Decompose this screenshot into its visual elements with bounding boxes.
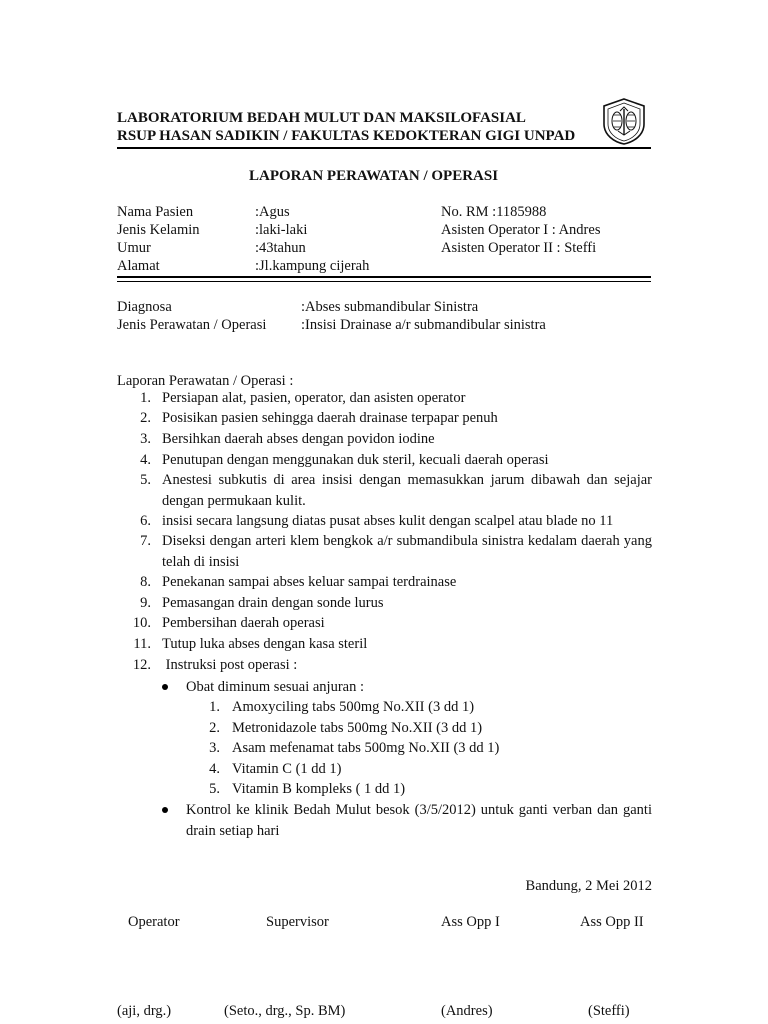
report-heading: Laporan Perawatan / Operasi : <box>117 373 294 389</box>
medication-item: Vitamin C (1 dd 1) <box>232 761 342 777</box>
step-number: 9. <box>140 595 151 611</box>
medication-number: 2. <box>209 720 220 736</box>
header-divider <box>117 147 651 149</box>
control-instruction: Kontrol ke klinik Bedah Mulut besok (3/5/2012) untuk ganti verban dan ganti drain setiap hari <box>186 802 652 839</box>
step-text: Penutupan dengan menggunakan duk steril, kecuali daerah operasi <box>162 452 549 468</box>
patient-name-value: :Agus <box>255 204 290 220</box>
assistant-operator-1: Asisten Operator I : Andres <box>441 222 601 238</box>
step-text: Tutup luka abses dengan kasa steril <box>162 636 368 652</box>
step-text: Bersihkan daerah abses dengan povidon iodine <box>162 431 435 447</box>
step-number: 8. <box>140 574 151 590</box>
gender-label: Jenis Kelamin <box>117 222 200 238</box>
bullet-icon <box>162 807 168 813</box>
step-text: Penekanan sampai abses keluar sampai terdrainase <box>162 574 457 590</box>
step-text: Anestesi subkutis di area insisi dengan memasukkan jarum dibawah dan sejajar dengan permukaan kulit. <box>162 472 652 509</box>
step-number: 10. <box>132 615 151 631</box>
medication-item: Metronidazole tabs 500mg No.XII (3 dd 1) <box>232 720 483 736</box>
step-number: 2. <box>140 410 151 426</box>
assistant-operator-2: Asisten Operator II : Steffi <box>441 240 597 256</box>
medical-record-number: No. RM :1185988 <box>441 204 547 220</box>
step-text: Pembersihan daerah operasi <box>162 615 325 631</box>
step-text: Persiapan alat, pasien, operator, dan asisten operator <box>162 390 466 406</box>
signature-role-supervisor: Supervisor <box>266 914 329 930</box>
medication-number: 5. <box>209 781 220 797</box>
address-label: Alamat <box>117 258 160 274</box>
signature-role-ass-opp-1: Ass Opp I <box>441 914 500 930</box>
page-title: LAPORAN PERAWATAN / OPERASI <box>249 168 499 184</box>
step-text: insisi secara langsung diatas pusat abses kulit dengan scalpel atau blade no 11 <box>162 513 614 529</box>
medication-item: Amoxyciling tabs 500mg No.XII (3 dd 1) <box>232 699 475 715</box>
diagnosis-value: :Abses submandibular Sinistra <box>301 299 479 315</box>
medication-heading: Obat diminum sesuai anjuran : <box>186 679 364 695</box>
step-number: 1. <box>140 390 151 406</box>
step-number: 12. <box>132 657 151 673</box>
bullet-icon <box>162 684 168 690</box>
signature-role-operator: Operator <box>128 914 180 930</box>
signature-name-ass-opp-2: (Steffi) <box>588 1003 630 1019</box>
patient-divider-thin <box>117 281 651 282</box>
step-text: Diseksi dengan arteri klem bengkok a/r submandibula sinistra kedalam daerah yang telah di insisi <box>162 533 652 570</box>
step-number: 3. <box>140 431 151 447</box>
patient-divider-thick <box>117 276 651 278</box>
step-number: 7. <box>140 533 151 549</box>
place-date: Bandung, 2 Mei 2012 <box>525 878 652 894</box>
medication-number: 4. <box>209 761 220 777</box>
diagnosis-label: Diagnosa <box>117 299 172 315</box>
institution-line-1: LABORATORIUM BEDAH MULUT DAN MAKSILOFASIAL <box>117 110 526 126</box>
signature-name-operator: (aji, drg.) <box>117 1003 172 1019</box>
institution-line-2: RSUP HASAN SADIKIN / FAKULTAS KEDOKTERAN GIGI UNPAD <box>117 128 576 144</box>
medication-item: Asam mefenamat tabs 500mg No.XII (3 dd 1) <box>232 740 500 756</box>
step-number: 4. <box>140 452 151 468</box>
medication-item: Vitamin B kompleks ( 1 dd 1) <box>232 781 406 797</box>
age-label: Umur <box>117 240 151 256</box>
step-number: 6. <box>140 513 151 529</box>
step-text: Instruksi post operasi : <box>162 657 298 673</box>
treatment-type-label: Jenis Perawatan / Operasi <box>117 317 267 333</box>
address-value: :Jl.kampung cijerah <box>255 258 370 274</box>
medication-number: 3. <box>209 740 220 756</box>
university-logo-icon <box>601 97 647 145</box>
signature-name-supervisor: (Seto., drg., Sp. BM) <box>224 1003 346 1019</box>
patient-name-label: Nama Pasien <box>117 204 194 220</box>
signature-name-ass-opp-1: (Andres) <box>441 1003 493 1019</box>
step-number: 5. <box>140 472 151 488</box>
age-value: :43tahun <box>255 240 306 256</box>
step-number: 11. <box>133 636 151 652</box>
step-text: Pemasangan drain dengan sonde lurus <box>162 595 384 611</box>
treatment-type-value: :Insisi Drainase a/r submandibular sinistra <box>301 317 546 333</box>
step-text: Posisikan pasien sehingga daerah drainase terpapar penuh <box>162 410 498 426</box>
signature-role-ass-opp-2: Ass Opp II <box>580 914 644 930</box>
gender-value: :laki-laki <box>255 222 308 238</box>
medication-number: 1. <box>209 699 220 715</box>
